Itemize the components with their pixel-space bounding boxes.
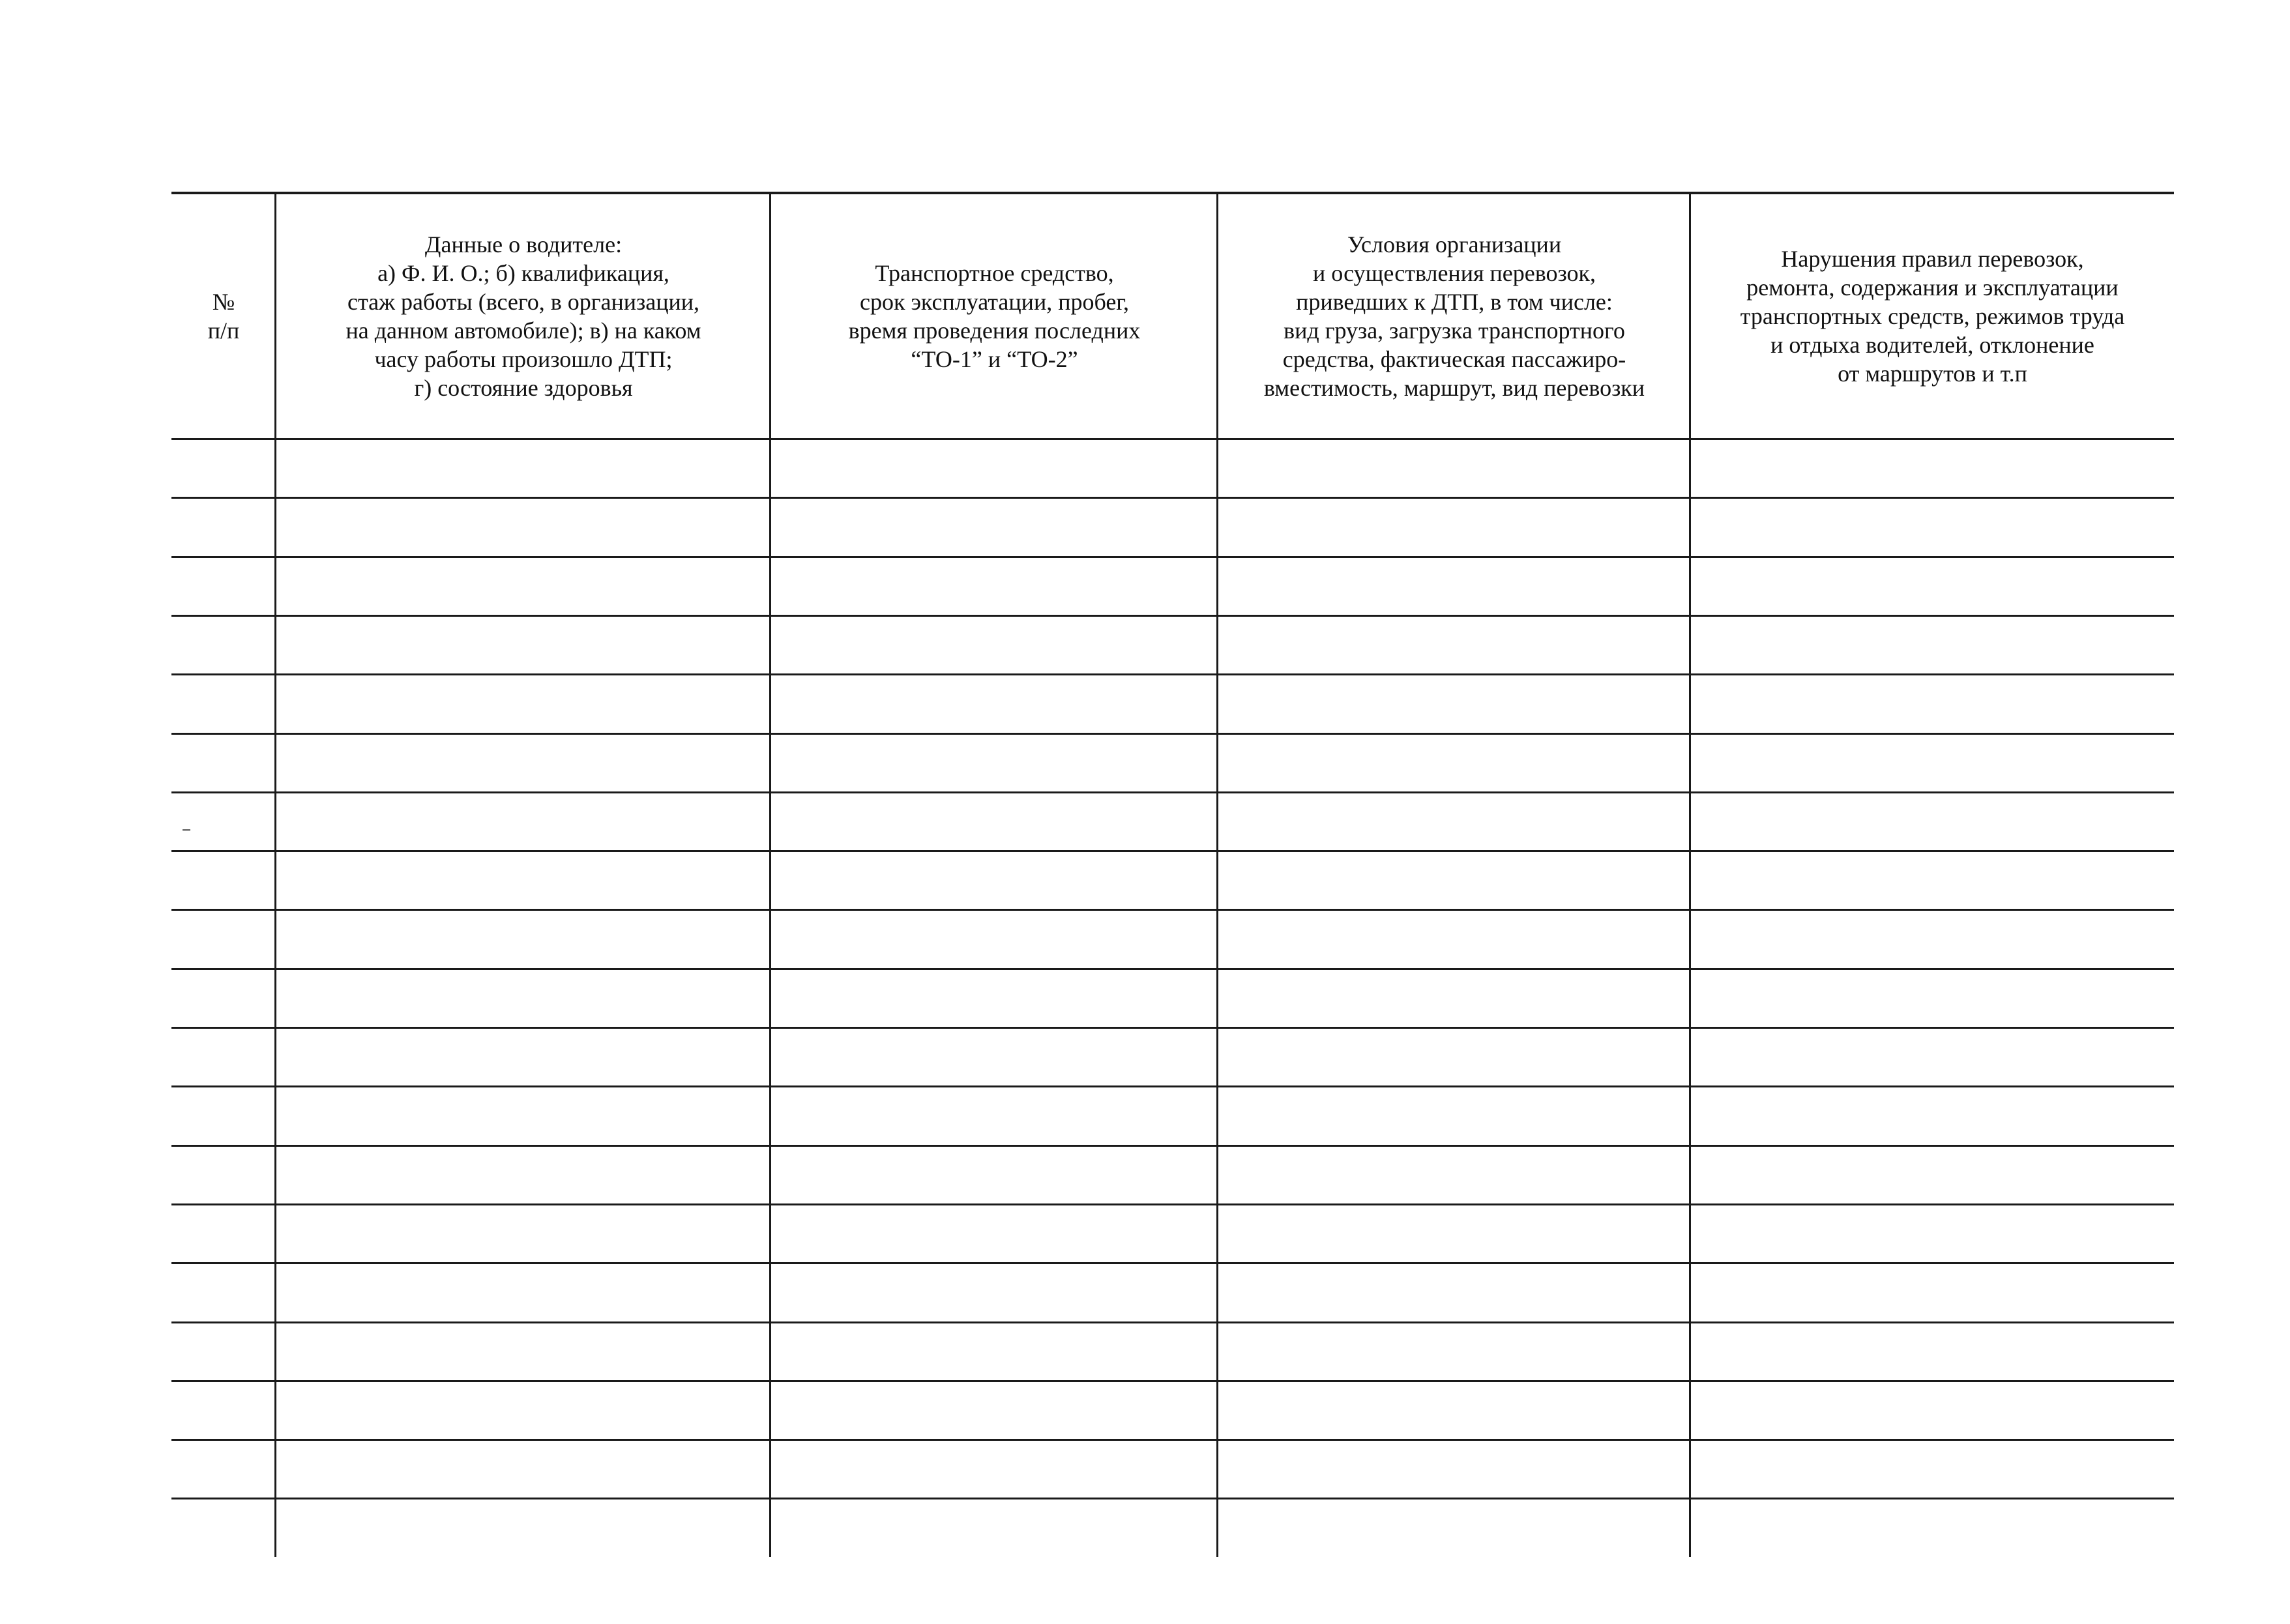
row-divider — [171, 1321, 2174, 1323]
header-cell-transport-conditions: Условия организации и осуществления перевозок, приведших к ДТП, в том числе: вид груза, загрузка транспортного средства, фактическая пассажиро- вместимость, маршрут, вид перевозки — [1263, 231, 1645, 401]
row-divider — [171, 556, 2174, 558]
stray-scan-mark — [183, 829, 190, 831]
column-divider-3 — [1216, 192, 1218, 1557]
header-cell-driver-data: Данные о водителе: а) Ф. И. О.; б) квалификация, стаж работы (всего, в организации, на данном автомобиле); в) на каком часу работы произошло ДТП; г) состояние здоровья — [345, 231, 701, 401]
row-divider — [171, 1380, 2174, 1382]
row-divider — [171, 1262, 2174, 1264]
column-divider-2 — [769, 192, 771, 1557]
row-divider — [171, 615, 2174, 617]
row-divider — [171, 1498, 2174, 1499]
header-cell-number: № п/п — [207, 289, 240, 344]
header-bottom-border — [171, 438, 2174, 440]
row-divider — [171, 1027, 2174, 1029]
row-divider — [171, 1145, 2174, 1147]
row-divider — [171, 791, 2174, 793]
row-divider — [171, 968, 2174, 970]
row-divider — [171, 1439, 2174, 1441]
row-divider — [171, 733, 2174, 735]
column-divider-1 — [274, 192, 276, 1557]
column-divider-4 — [1689, 192, 1691, 1557]
row-divider — [171, 1085, 2174, 1087]
header-cell-violations: Нарушения правил перевозок, ремонта, содержания и эксплуатации транспортных средств, режимов труда и отдыха водителей, отклонение от маршрутов и т.п — [1740, 246, 2125, 387]
row-divider — [171, 1203, 2174, 1205]
row-divider — [171, 673, 2174, 675]
header-cell-vehicle: Транспортное средство, срок эксплуатации, пробег, время проведения последних “ТО-1” и “ТО-2” — [848, 260, 1141, 372]
row-divider — [171, 497, 2174, 499]
row-divider — [171, 850, 2174, 852]
row-divider — [171, 909, 2174, 911]
